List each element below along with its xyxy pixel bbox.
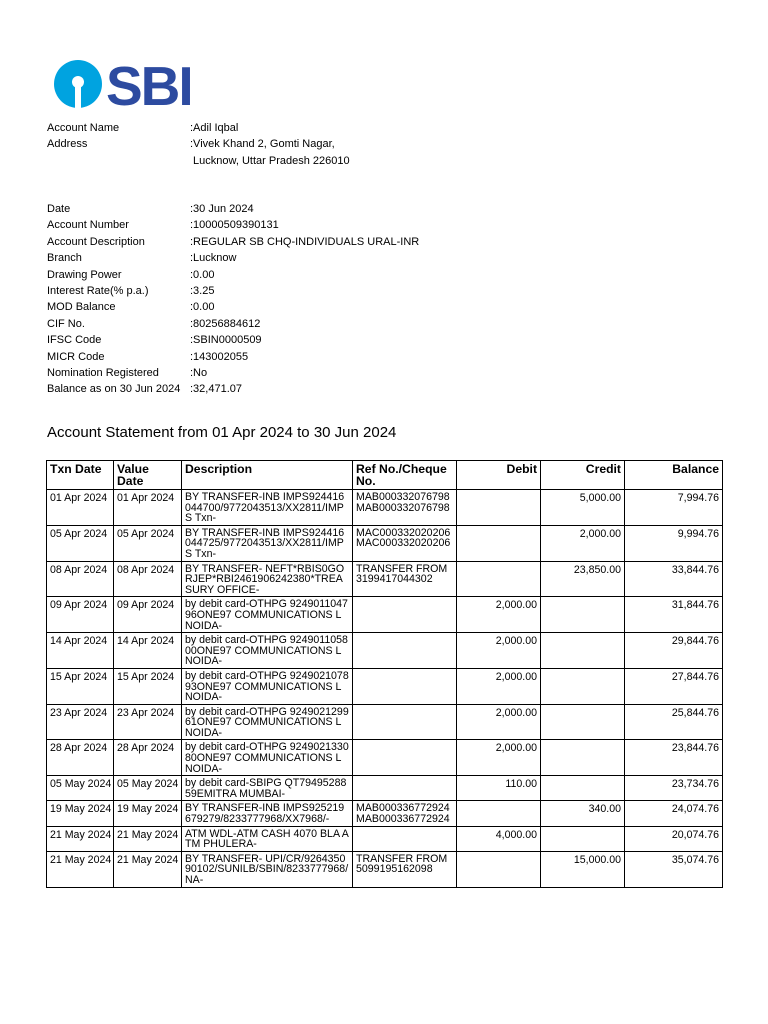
- txn-date-cell: 05 May 2024: [47, 776, 114, 801]
- debit-cell: 110.00: [457, 776, 541, 801]
- statement-title: Account Statement from 01 Apr 2024 to 30 Jun 2024: [47, 424, 397, 441]
- svg-text:SBI: SBI: [106, 58, 192, 110]
- account-details: [47, 201, 419, 398]
- txn-date-cell: 21 May 2024: [47, 826, 114, 851]
- ref-no-cell: [353, 668, 457, 704]
- value-date-cell: 08 Apr 2024: [114, 561, 182, 597]
- table-row: [47, 740, 723, 776]
- transactions-table: [46, 460, 723, 888]
- txn-date-cell: 19 May 2024: [47, 801, 114, 826]
- debit-cell: 2,000.00: [457, 633, 541, 669]
- credit-cell: [541, 704, 625, 740]
- info-label: Account Description: [47, 235, 145, 248]
- debit-cell: 4,000.00: [457, 826, 541, 851]
- table-header-row: [47, 461, 723, 490]
- description-cell: by debit card-OTHPG 924902129961ONE97 COMMUNICATIONS LNOIDA-: [182, 704, 353, 740]
- balance-cell: 24,074.76: [625, 801, 723, 826]
- ref-no-cell: [353, 826, 457, 851]
- value-date-cell: 28 Apr 2024: [114, 740, 182, 776]
- info-label: MICR Code: [47, 350, 105, 363]
- table-row: [47, 561, 723, 597]
- debit-cell: 2,000.00: [457, 704, 541, 740]
- description-cell: BY TRANSFER-INB IMPS924416044725/9772043513/XX2811/IMPS Txn-: [182, 525, 353, 561]
- debit-cell: [457, 801, 541, 826]
- credit-cell: [541, 826, 625, 851]
- credit-cell: [541, 597, 625, 633]
- info-value: :SBIN0000509: [190, 334, 262, 347]
- credit-cell: 340.00: [541, 801, 625, 826]
- description-cell: BY TRANSFER-INB IMPS924416044700/9772043513/XX2811/IMPS Txn-: [182, 490, 353, 526]
- balance-cell: 23,734.76: [625, 776, 723, 801]
- txn-date-cell: 23 Apr 2024: [47, 704, 114, 740]
- ref-no-cell: [353, 740, 457, 776]
- debit-cell: 2,000.00: [457, 740, 541, 776]
- info-value: :3.25: [190, 285, 215, 298]
- txn-date-cell: 28 Apr 2024: [47, 740, 114, 776]
- ref-no-cell: MAB000332076798 MAB000332076798: [353, 490, 457, 526]
- header-credit: Credit: [541, 461, 625, 490]
- balance-cell: 23,844.76: [625, 740, 723, 776]
- description-cell: by debit card-OTHPG 924902133080ONE97 COMMUNICATIONS LNOIDA-: [182, 740, 353, 776]
- info-label: CIF No.: [47, 317, 85, 330]
- balance-cell: 29,844.76: [625, 633, 723, 669]
- ref-no-cell: MAB000336772924 MAB000336772924: [353, 801, 457, 826]
- info-value: :143002055: [190, 350, 249, 363]
- ref-no-cell: [353, 704, 457, 740]
- info-label: MOD Balance: [47, 301, 116, 314]
- info-row: [47, 365, 419, 381]
- txn-date-cell: 15 Apr 2024: [47, 668, 114, 704]
- txn-date-cell: 05 Apr 2024: [47, 525, 114, 561]
- header-debit: Debit: [457, 461, 541, 490]
- value-date-cell: 14 Apr 2024: [114, 633, 182, 669]
- info-label: Branch: [47, 252, 82, 265]
- ref-no-cell: [353, 597, 457, 633]
- header-value-date: Value Date: [114, 461, 182, 490]
- info-row: [47, 234, 419, 250]
- debit-cell: 2,000.00: [457, 597, 541, 633]
- description-cell: by debit card-OTHPG 924901105800ONE97 COMMUNICATIONS LNOIDA-: [182, 633, 353, 669]
- table-row: [47, 851, 723, 887]
- value-date-cell: 19 May 2024: [114, 801, 182, 826]
- txn-date-cell: 14 Apr 2024: [47, 633, 114, 669]
- sbi-logo: [54, 58, 204, 110]
- info-row-address: [47, 136, 350, 169]
- credit-cell: [541, 740, 625, 776]
- info-row: [47, 267, 419, 283]
- header-balance: Balance: [625, 461, 723, 490]
- ref-no-cell: [353, 633, 457, 669]
- info-value: :30 Jun 2024: [190, 203, 254, 215]
- info-row: [47, 332, 419, 348]
- debit-cell: 2,000.00: [457, 668, 541, 704]
- info-value: :32,471.07: [190, 383, 242, 396]
- debit-cell: [457, 525, 541, 561]
- header-ref-no: Ref No./Cheque No.: [353, 461, 457, 490]
- balance-cell: 7,994.76: [625, 490, 723, 526]
- table-row: [47, 668, 723, 704]
- ref-no-cell: [353, 776, 457, 801]
- info-label: Balance as on 30 Jun 2024: [47, 383, 181, 396]
- ref-no-cell: TRANSFER FROM 5099195162098: [353, 851, 457, 887]
- info-row-account-name: [47, 120, 350, 136]
- info-row: [47, 299, 419, 315]
- credit-cell: [541, 776, 625, 801]
- table-row: [47, 490, 723, 526]
- value-date-cell: 09 Apr 2024: [114, 597, 182, 633]
- value-date-cell: 23 Apr 2024: [114, 704, 182, 740]
- info-value: :0.00: [190, 268, 215, 281]
- debit-cell: [457, 561, 541, 597]
- balance-cell: 27,844.76: [625, 668, 723, 704]
- info-value: :Lucknow: [190, 252, 237, 265]
- info-row: [47, 381, 419, 397]
- value-date-cell: 05 May 2024: [114, 776, 182, 801]
- value-date-cell: 21 May 2024: [114, 851, 182, 887]
- credit-cell: 5,000.00: [541, 490, 625, 526]
- account-holder-info: [47, 120, 350, 169]
- credit-cell: [541, 668, 625, 704]
- ref-no-cell: MAC000332020206 MAC000332020206: [353, 525, 457, 561]
- txn-date-cell: 01 Apr 2024: [47, 490, 114, 526]
- sbi-logo-mark: [54, 58, 204, 110]
- balance-cell: 25,844.76: [625, 704, 723, 740]
- credit-cell: 23,850.00: [541, 561, 625, 597]
- table-row: [47, 525, 723, 561]
- description-cell: by debit card-OTHPG 924901104796ONE97 COMMUNICATIONS LNOIDA-: [182, 597, 353, 633]
- info-value: :10000509390131: [190, 219, 279, 232]
- txn-date-cell: 21 May 2024: [47, 851, 114, 887]
- description-cell: BY TRANSFER- NEFT*RBIS0GORJEP*RBI2461906242380*TREASURY OFFICE-: [182, 561, 353, 597]
- description-cell: by debit card-SBIPG QT7949528859EMITRA MUMBAI-: [182, 776, 353, 801]
- table-row: [47, 597, 723, 633]
- info-label: IFSC Code: [47, 334, 102, 347]
- header-description: Description: [182, 461, 353, 490]
- info-row: [47, 217, 419, 233]
- info-label: Date: [47, 203, 71, 215]
- table-row: [47, 704, 723, 740]
- info-row: [47, 349, 419, 365]
- info-label: Address: [47, 138, 88, 151]
- info-label: Nomination Registered: [47, 367, 159, 380]
- debit-cell: [457, 851, 541, 887]
- info-row: [47, 283, 419, 299]
- description-cell: by debit card-OTHPG 924902107893ONE97 COMMUNICATIONS LNOIDA-: [182, 668, 353, 704]
- info-label: Account Name: [47, 122, 120, 134]
- table-row: [47, 801, 723, 826]
- info-value: :80256884612: [190, 317, 261, 330]
- table-row: [47, 826, 723, 851]
- table-row: [47, 776, 723, 801]
- balance-cell: 20,074.76: [625, 826, 723, 851]
- balance-cell: 33,844.76: [625, 561, 723, 597]
- info-value: :REGULAR SB CHQ-INDIVIDUALS URAL-INR: [190, 235, 420, 248]
- balance-cell: 9,994.76: [625, 525, 723, 561]
- debit-cell: [457, 490, 541, 526]
- info-label: Interest Rate(% p.a.): [47, 285, 149, 298]
- description-cell: BY TRANSFER- UPI/CR/926435090102/SUNILB/SBIN/8233777968/NA-: [182, 851, 353, 887]
- description-cell: ATM WDL-ATM CASH 4070 BLA ATM PHULERA-: [182, 826, 353, 851]
- info-value: :No: [190, 367, 208, 380]
- info-row: [47, 316, 419, 332]
- info-label: Drawing Power: [47, 268, 122, 281]
- header-txn-date: Txn Date: [47, 461, 114, 490]
- info-value: :0.00: [190, 301, 215, 314]
- info-value: :Vivek Khand 2, Gomti Nagar, Lucknow, Uttar Pradesh 226010: [190, 138, 350, 167]
- balance-cell: 31,844.76: [625, 597, 723, 633]
- balance-cell: 35,074.76: [625, 851, 723, 887]
- txn-date-cell: 08 Apr 2024: [47, 561, 114, 597]
- value-date-cell: 21 May 2024: [114, 826, 182, 851]
- description-cell: BY TRANSFER-INB IMPS925219679279/8233777968/XX7968/-: [182, 801, 353, 826]
- value-date-cell: 05 Apr 2024: [114, 525, 182, 561]
- txn-date-cell: 09 Apr 2024: [47, 597, 114, 633]
- credit-cell: [541, 633, 625, 669]
- credit-cell: 15,000.00: [541, 851, 625, 887]
- value-date-cell: 01 Apr 2024: [114, 490, 182, 526]
- ref-no-cell: TRANSFER FROM 3199417044302: [353, 561, 457, 597]
- credit-cell: 2,000.00: [541, 525, 625, 561]
- info-value: :Adil Iqbal: [190, 122, 239, 134]
- info-label: Account Number: [47, 219, 129, 232]
- table-row: [47, 633, 723, 669]
- value-date-cell: 15 Apr 2024: [114, 668, 182, 704]
- info-row: [47, 250, 419, 266]
- info-row: [47, 201, 419, 217]
